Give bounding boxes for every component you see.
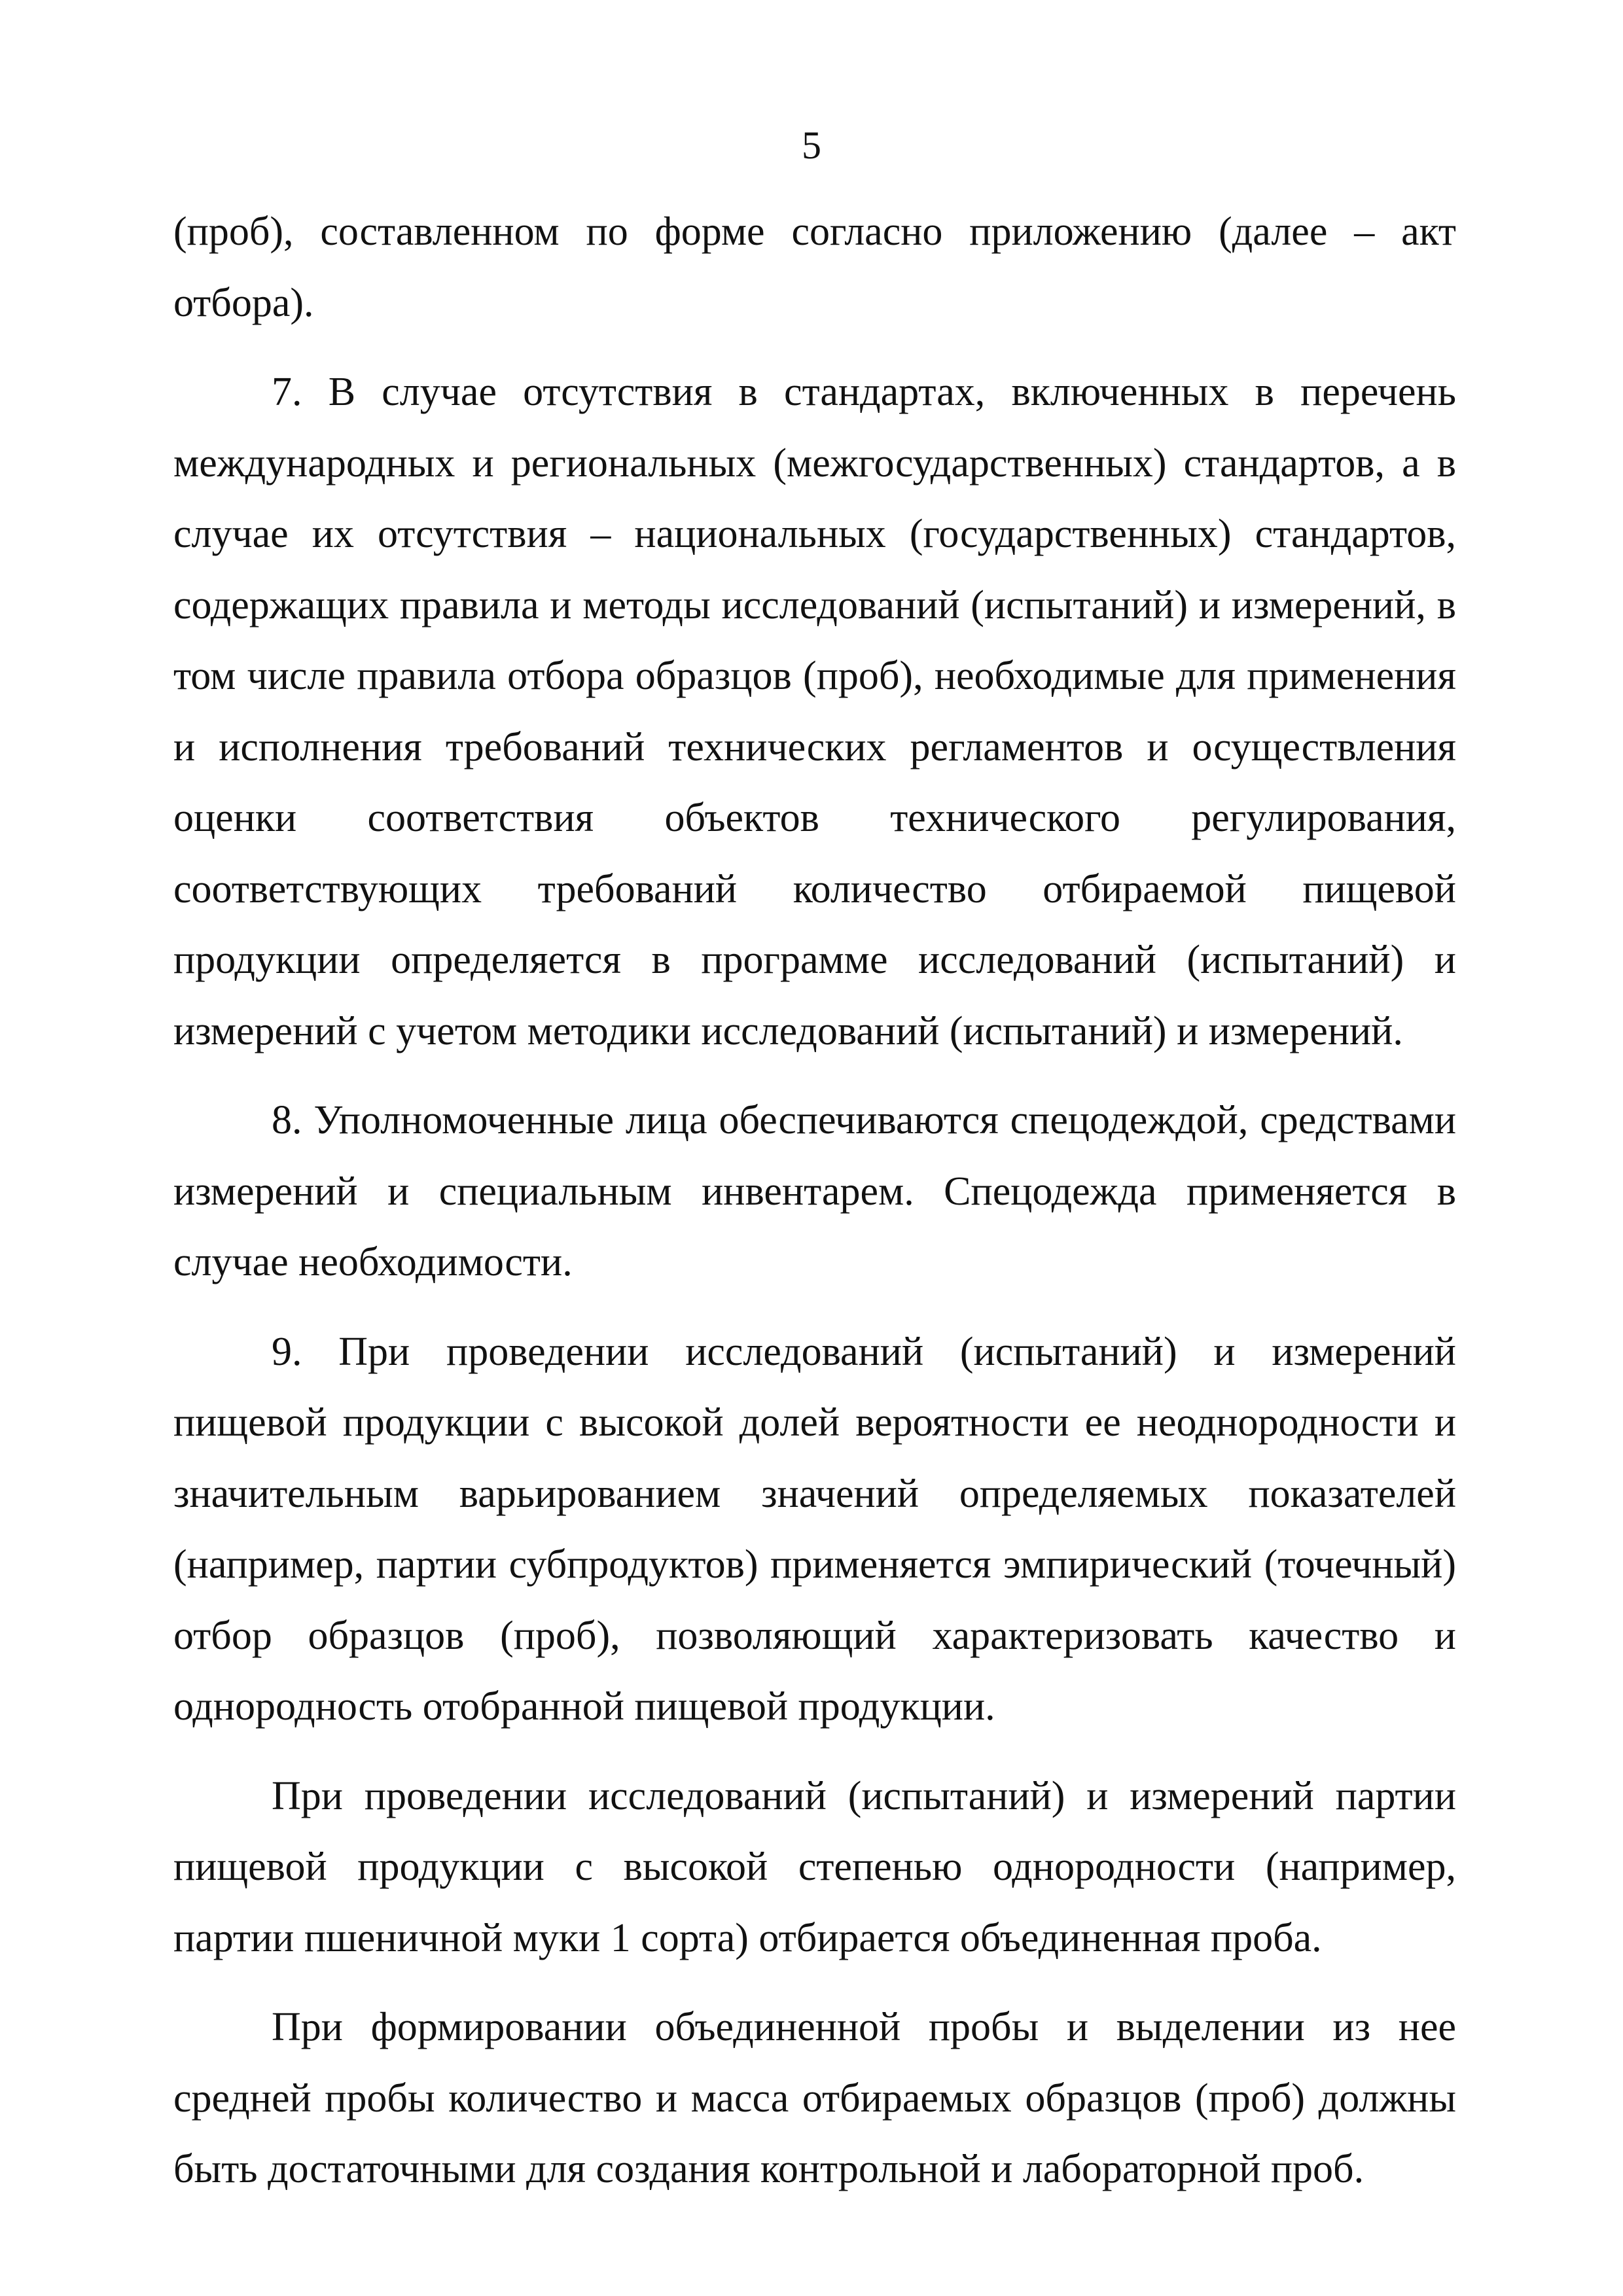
paragraph-item-7: 7. В случае отсутствия в стандартах, включенных в перечень международных и региональных (межгосударственных) стандартов, а в случае их отсутствия – национальных (государственных) стандартов, содержащих правила и методы исследований (испытаний) и измерений, в том числе правила отбора образцов (проб), необходимые для применения и исполнения требований технических регламентов и осуществления оценки соответствия объектов технического регулирования, соответствующих требований количество отбираемой пищевой продукции определяется в программе исследований (испытаний) и измерений с учетом методики исследований (испытаний) и измерений. [173,370,1456,1053]
document-body [173,196,1456,2205]
paragraph-continuation: (проб), составленном по форме согласно приложению (далее – акт отбора). [173,209,1456,325]
paragraph-uniform-batch: При проведении исследований (испытаний) и измерений партии пищевой продукции с высокой степенью однородности (например, партии пшеничной муки 1 сорта) отбирается объединенная проба. [173,1773,1456,1960]
page-number: 5 [802,124,821,167]
paragraph-item-8: 8. Уполномоченные лица обеспечиваются спецодеждой, средствами измерений и специальным инвентарем. Спецодежда применяется в случае необходимости. [173,1098,1456,1284]
paragraph-combined-sample: При формировании объединенной пробы и выделении из нее средней пробы количество и масса отбираемых образцов (проб) должны быть достаточными для создания контрольной и лабораторной проб. [173,2005,1456,2191]
paragraph-item-9: 9. При проведении исследований (испытаний) и измерений пищевой продукции с высокой долей вероятности ее неоднородности и значительным варьированием значений определяемых показателей (например, партии субпродуктов) применяется эмпирический (точечный) отбор образцов (проб), позволяющий характеризовать качество и однородность отобранной пищевой продукции. [173,1329,1456,1729]
